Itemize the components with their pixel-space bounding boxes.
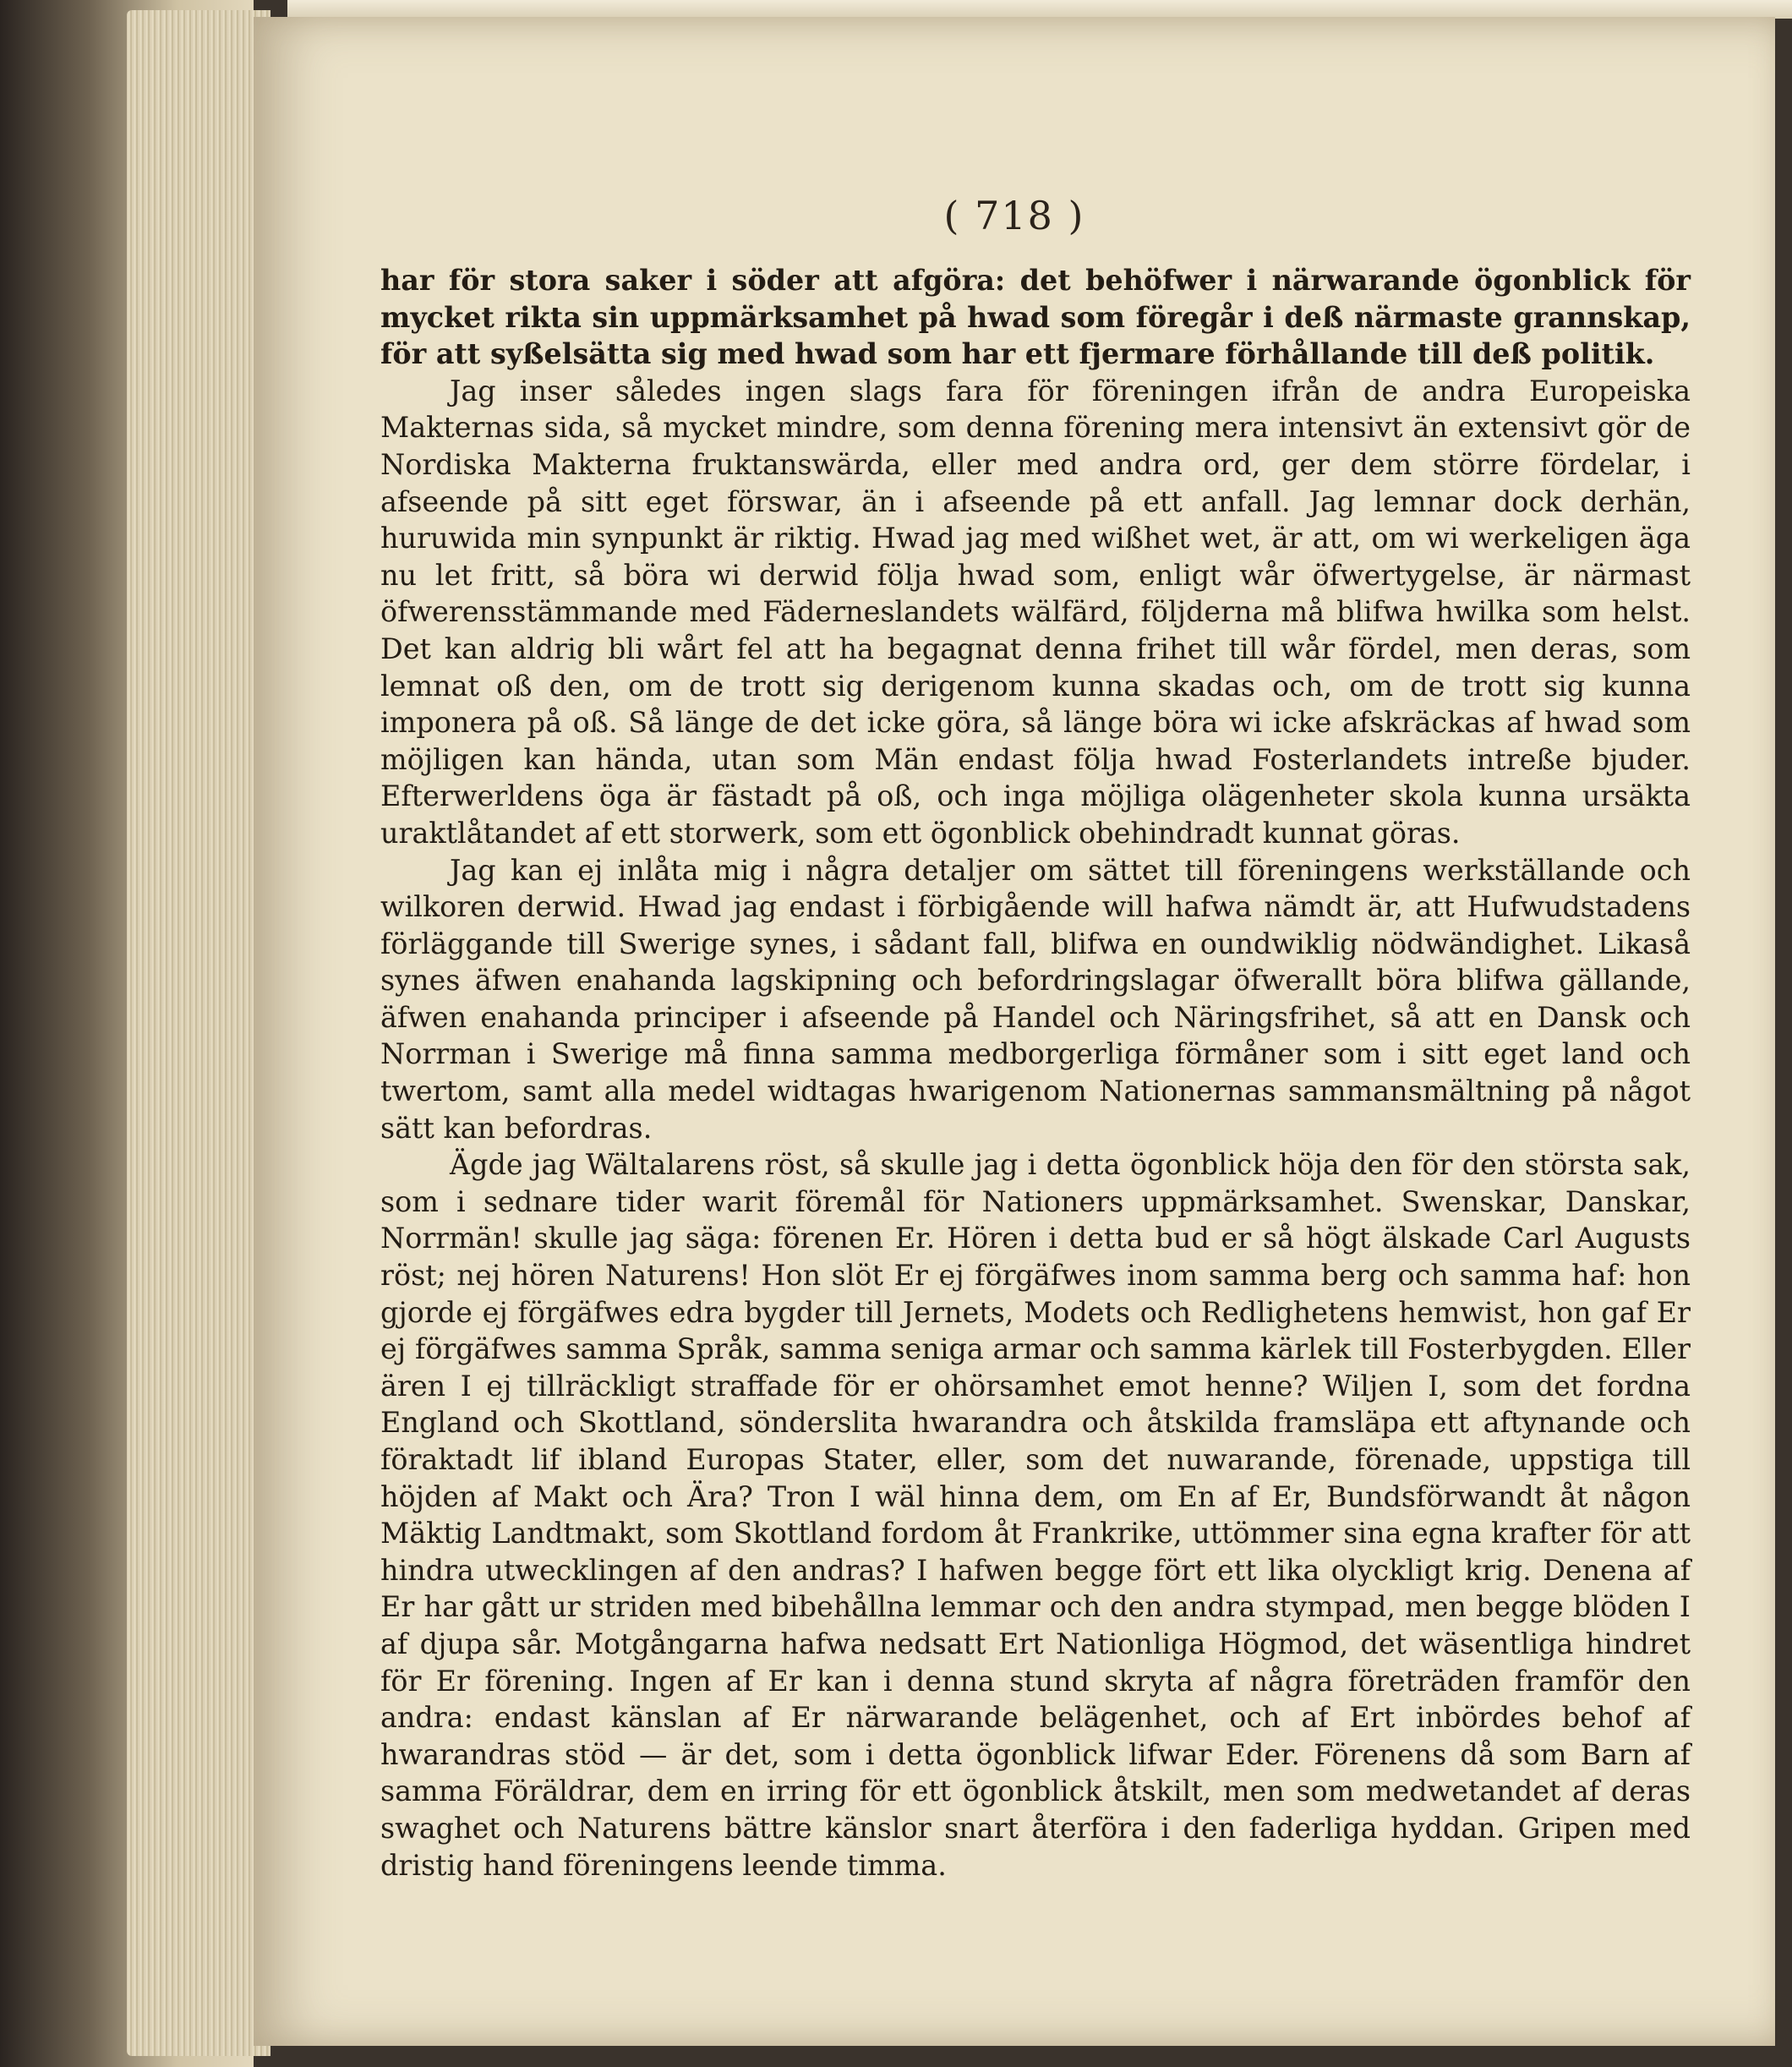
page-stack-edge (127, 10, 270, 2056)
paragraph: Ägde jag Wältalarens röst, så skulle jag i detta ögonblick höja den för den största sak, som i sednare tider warit föremål för Nationers uppmärksamhet. Swenskar, Danskar, Norrmän! skulle jag säga: förenen Er. Hören i detta bud er så högt älskade Carl Augusts röst; nej hören Naturens! Hon slöt Er ej förgäfwes inom samma berg och samma haf: hon gjorde ej förgäfwes edra bygder till Jernets, Modets och Redlighetens hemwist, hon gaf Er ej förgäfwes samma Språk, samma seniga armar och samma kärlek till Fosterbygden. Eller ären I ej tillräckligt straffade för er ohörsamhet emot henne? Wiljen I, som det fordna England och Skottland, sönderslita hwarandra och åtskilda framsläpa ett aftynande och föraktadt lif ibland Europas Stater, eller, som det nuwarande, förenade, uppstiga till höjden af Makt och Ära? Tron I wäl hinna dem, om En af Er, Bundsförwandt åt någon Mäktig Landtmakt, som Skottland fordom åt Frankrike, uttömmer sina egna krafter för att hindra utwecklingen af den andras? I hafwen begge fört ett lika olyckligt krig. Denena af Er har gått ur striden med bibehållna lemmar och den andra stympad, men begge blöden I af djupa sår. Motgångarna hafwa nedsatt Ert Nationliga Högmod, det wäsentliga hindret för Er förening. Ingen af Er kan i denna stund skryta af några företräden framför den andra: endast känslan af Er närwarande belägenhet, och af Ert inbördes behof af hwarandras stöd — är det, som i detta ögonblick lifwar Eder. Förenens då som Barn af samma Föräldrar, dem en irring för ett ögonblick åtskilt, men som medwetandet af deras swaghet och Naturens bättre känslor snart återföra i den faderliga hyddan. Gripen med dristig hand föreningens leende timma. (380, 1148, 1691, 1882)
page-body-text (380, 262, 1691, 1995)
paragraph-continued: har för stora saker i söder att afgöra: det behöfwer i närwarande ögonblick för mycket rikta sin uppmärksamhet på hwad som föregår i deß närmaste grannskap, för att syßelsätta sig med hwad som har ett fjermare förhållande till deß politik. (380, 264, 1691, 371)
paragraph: Jag kan ej inlåta mig i några detaljer om sättet till föreningens werkställande och wilkoren derwid. Hwad jag endast i förbigående will hafwa nämdt är, att Hufwudstadens förläggande till Swerige synes, i sådant fall, blifwa en oundwiklig nödwändighet. Likaså synes äfwen enahanda lagskipning och befordringslagar öfwerallt böra blifwa gällande, äfwen enahanda principer i afseende på Handel och Näringsfrihet, så att en Dansk och Norrman i Swerige må finna samma medborgerliga förmåner som i sitt eget land och twertom, samt alla medel widtagas hwarigenom Nationernas sammansmältning på något sätt kan befordras. (380, 853, 1691, 1145)
top-page-edge (287, 0, 1792, 19)
paragraph: Jag inser således ingen slags fara för föreningen ifrån de andra Europeiska Makternas sida, så mycket mindre, som denna förening mera intensivt än extensivt gör de Nordiska Makterna fruktanswärda, eller med andra ord, ger dem större fördelar, i afseende på sitt eget förswar, än i afseende på ett anfall. Jag lemnar dock derhän, huruwida min synpunkt är riktig. Hwad jag med wißhet wet, är att, om wi werkeligen äga nu let fritt, så böra wi derwid följa hwad som, enligt wår öfwertygelse, är närmast öfwerensstämmande med Fäderneslandets wälfärd, följderna må blifwa hwilka som helst. Det kan aldrig bli wårt fel att ha begagnat denna frihet till wår fördel, men deras, som lemnat oß den, om de trott sig derigenom kunna skadas och, om de trott sig kunna imponera på oß. Så länge de det icke göra, så länge böra wi icke afskräckas af hwad som möjligen kan hända, utan som Män endast följa hwad Fosterlandets intreße bjuder. Efterwerldens öga är fästadt på oß, och inga möjliga olägenheter skola kunna ursäkta uraktlåtandet af ett storwerk, som ett ögonblick obehindradt kunnat göras. (380, 374, 1691, 850)
book-page (254, 17, 1775, 2046)
page-number: ( 718 ) (943, 193, 1085, 238)
